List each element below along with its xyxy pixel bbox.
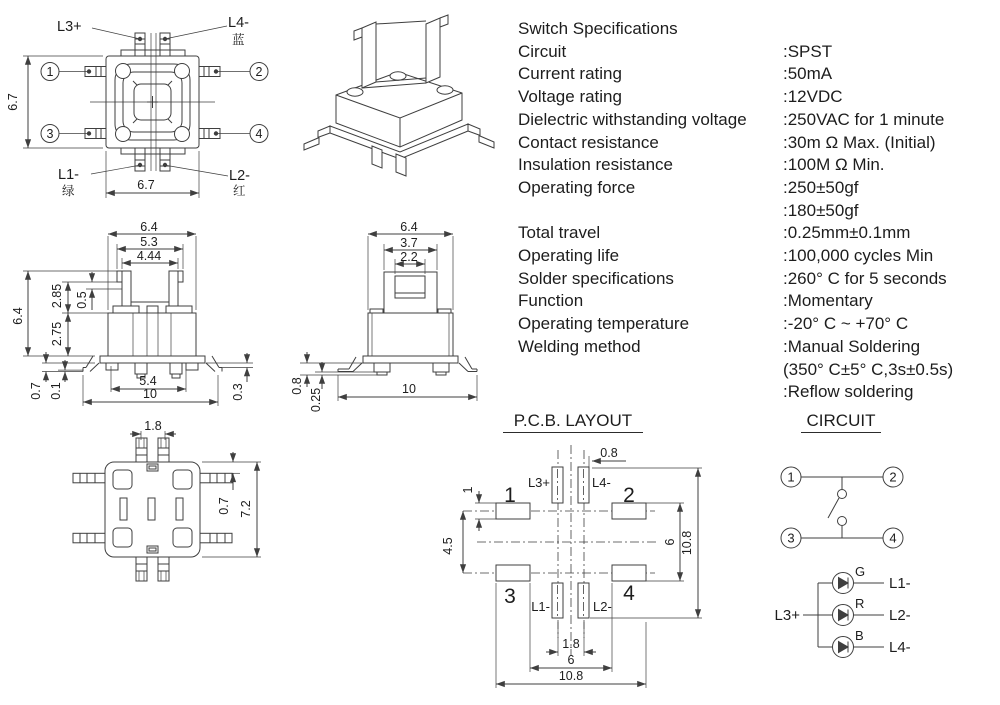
spec-title: Switch Specifications bbox=[518, 19, 678, 38]
iso-switch bbox=[304, 15, 494, 176]
spec-value: :250±50gf bbox=[783, 177, 859, 197]
pcb-pad-l3-label: L3+ bbox=[527, 475, 550, 490]
spec-row bbox=[518, 63, 988, 86]
dim-label: 1 bbox=[461, 486, 475, 494]
spec-value: :50mA bbox=[783, 64, 833, 84]
side-view-drawing bbox=[288, 218, 498, 412]
lead-l3-label: L3+ bbox=[57, 19, 82, 35]
dim-label: 6.4 bbox=[140, 220, 158, 234]
lead-l1-color-label: 绿 bbox=[62, 184, 75, 198]
dim-label: 2.85 bbox=[50, 283, 64, 309]
dim-label: 10 bbox=[143, 387, 157, 401]
dim-label: 6.7 bbox=[137, 178, 155, 192]
pcb-pad-1-label: 1 bbox=[504, 484, 516, 507]
dim-label: 5.3 bbox=[140, 235, 158, 249]
circuit-title: CIRCUIT bbox=[801, 411, 881, 433]
dim-label: 4.5 bbox=[441, 537, 455, 555]
pcb-layout-drawing bbox=[440, 440, 720, 695]
spec-label: Operating life bbox=[518, 246, 620, 266]
dim-label: 0.25 bbox=[309, 387, 323, 413]
led-blue-label: B bbox=[855, 628, 864, 643]
spec-row bbox=[518, 200, 988, 223]
spec-row bbox=[518, 336, 988, 359]
spec-label: Total travel bbox=[518, 223, 601, 243]
dim-label: 0.7 bbox=[29, 382, 43, 400]
spec-row bbox=[518, 41, 988, 64]
spec-label: Insulation resistance bbox=[518, 155, 673, 175]
dim-label: 10.8 bbox=[680, 530, 694, 556]
spec-row bbox=[518, 359, 988, 382]
lead-l2-color-label: 红 bbox=[233, 184, 246, 198]
circuit-terminal-2: 2 bbox=[889, 469, 897, 485]
front-view-drawing bbox=[11, 218, 263, 412]
dim-label: 2.75 bbox=[50, 321, 64, 347]
lead-l2-label: L2- bbox=[229, 168, 250, 184]
circuit-terminal-1: 1 bbox=[787, 469, 795, 485]
dim-label: 2.2 bbox=[400, 250, 418, 264]
dim-label: 3.7 bbox=[400, 236, 418, 250]
terminal-4-label: 4 bbox=[255, 127, 263, 141]
spec-value: :260° C for 5 seconds bbox=[783, 268, 947, 288]
dim-label: 0.7 bbox=[217, 497, 231, 515]
dim-label: 0.1 bbox=[49, 382, 63, 400]
spec-label bbox=[518, 200, 783, 223]
led-cathode-l2-label: L2- bbox=[889, 607, 911, 624]
pcb-pad-labels bbox=[504, 475, 635, 614]
spec-row bbox=[518, 132, 988, 155]
dim-label: 1.8 bbox=[144, 419, 162, 433]
spec-value: :100M Ω Min. bbox=[783, 155, 885, 175]
spec-row bbox=[518, 381, 988, 404]
spec-value: :Momentary bbox=[783, 291, 873, 311]
spec-value: :Manual Soldering bbox=[783, 336, 921, 356]
spec-value: :0.25mm±0.1mm bbox=[783, 223, 911, 243]
lead-l4-color-label: 蓝 bbox=[232, 33, 245, 47]
pcb-pad-l2-label: L2- bbox=[593, 599, 612, 614]
dim-label: 6.7 bbox=[6, 93, 20, 111]
spec-value: :Reflow soldering bbox=[783, 382, 914, 402]
spec-value: :12VDC bbox=[783, 87, 843, 107]
led-green-label: G bbox=[855, 564, 866, 579]
circuit-switch-symbol bbox=[781, 467, 903, 548]
led-cathode-l4-label: L4- bbox=[889, 639, 911, 656]
dim-label: 0.8 bbox=[290, 377, 304, 395]
dim-label: 4.44 bbox=[136, 249, 162, 263]
spec-value: :100,000 cycles Min bbox=[783, 246, 934, 266]
spec-label: Current rating bbox=[518, 64, 622, 84]
spec-value: :-20° C ~ +70° C bbox=[783, 314, 909, 334]
terminal-1-label: 1 bbox=[46, 65, 54, 79]
led-cathode-l1-label: L1- bbox=[889, 575, 911, 592]
spec-row bbox=[518, 154, 988, 177]
lead-l4-label: L4- bbox=[228, 15, 249, 31]
top-view-body bbox=[85, 33, 220, 171]
spec-label bbox=[518, 381, 783, 404]
dim-label: 6 bbox=[567, 653, 575, 667]
top-view-drawing bbox=[6, 12, 282, 205]
spec-label: Function bbox=[518, 291, 584, 311]
dim-label: 0.3 bbox=[231, 383, 245, 401]
isometric-view-drawing bbox=[300, 15, 500, 195]
spec-label: Operating force bbox=[518, 177, 636, 197]
dim-label: 10 bbox=[402, 382, 416, 396]
bottom-view-drawing bbox=[55, 418, 265, 590]
spec-row bbox=[518, 313, 988, 336]
terminal-3-label: 3 bbox=[46, 127, 54, 141]
pcb-pad-4-label: 4 bbox=[623, 582, 635, 605]
circuit-drawing bbox=[765, 440, 955, 675]
dim-label: 10.8 bbox=[558, 669, 584, 683]
dim-label: 1.8 bbox=[562, 637, 580, 651]
spec-label: Voltage rating bbox=[518, 87, 622, 107]
lead-l1-label: L1- bbox=[58, 167, 79, 183]
spec-value: :30m Ω Max. (Initial) bbox=[783, 132, 936, 152]
dim-label: 7.2 bbox=[239, 500, 253, 518]
front-view-body bbox=[83, 271, 222, 378]
spec-row bbox=[518, 86, 988, 109]
dim-label: 0.5 bbox=[75, 291, 89, 309]
spec-block bbox=[518, 18, 988, 404]
terminal-2-label: 2 bbox=[255, 65, 263, 79]
circuit-terminal-3: 3 bbox=[787, 530, 795, 546]
spec-label: Operating temperature bbox=[518, 314, 690, 334]
circuit-terminal-4: 4 bbox=[889, 530, 897, 546]
spec-label bbox=[518, 359, 783, 382]
spec-label: Welding method bbox=[518, 336, 641, 356]
dim-label: 6.4 bbox=[11, 307, 25, 325]
circuit-led-symbols bbox=[775, 564, 911, 658]
dim-label: 6 bbox=[663, 538, 677, 546]
spec-label: Solder specifications bbox=[518, 268, 674, 288]
spec-row bbox=[518, 268, 988, 291]
spec-label: Contact resistance bbox=[518, 132, 659, 152]
spec-row bbox=[518, 109, 988, 132]
spec-label: Circuit bbox=[518, 41, 567, 61]
dim-label: 5.4 bbox=[139, 374, 157, 388]
dim-label: 0.8 bbox=[600, 446, 618, 460]
spec-row bbox=[518, 245, 988, 268]
side-view-body bbox=[338, 272, 477, 375]
led-red-label: R bbox=[855, 596, 865, 611]
pcb-pad-l1-label: L1- bbox=[531, 599, 550, 614]
spec-value: (350° C±5° C,3s±0.5s) bbox=[783, 359, 954, 379]
spec-value: :180±50gf bbox=[783, 200, 859, 220]
spec-row bbox=[518, 290, 988, 313]
pcb-dimensions bbox=[441, 446, 702, 688]
spec-row bbox=[518, 222, 988, 245]
dim-label: 6.4 bbox=[400, 220, 418, 234]
spec-value: :SPST bbox=[783, 41, 833, 61]
bottom-view-body bbox=[73, 438, 232, 581]
led-anode-label: L3+ bbox=[774, 607, 800, 624]
pcb-pad-3-label: 3 bbox=[504, 585, 516, 608]
pcb-layout-title: P.C.B. LAYOUT bbox=[503, 411, 643, 433]
spec-row bbox=[518, 177, 988, 200]
pcb-pad-2-label: 2 bbox=[623, 484, 635, 507]
pcb-pad-l4-label: L4- bbox=[592, 475, 611, 490]
spec-label: Dielectric withstanding voltage bbox=[518, 109, 747, 129]
spec-value: :250VAC for 1 minute bbox=[783, 109, 945, 129]
